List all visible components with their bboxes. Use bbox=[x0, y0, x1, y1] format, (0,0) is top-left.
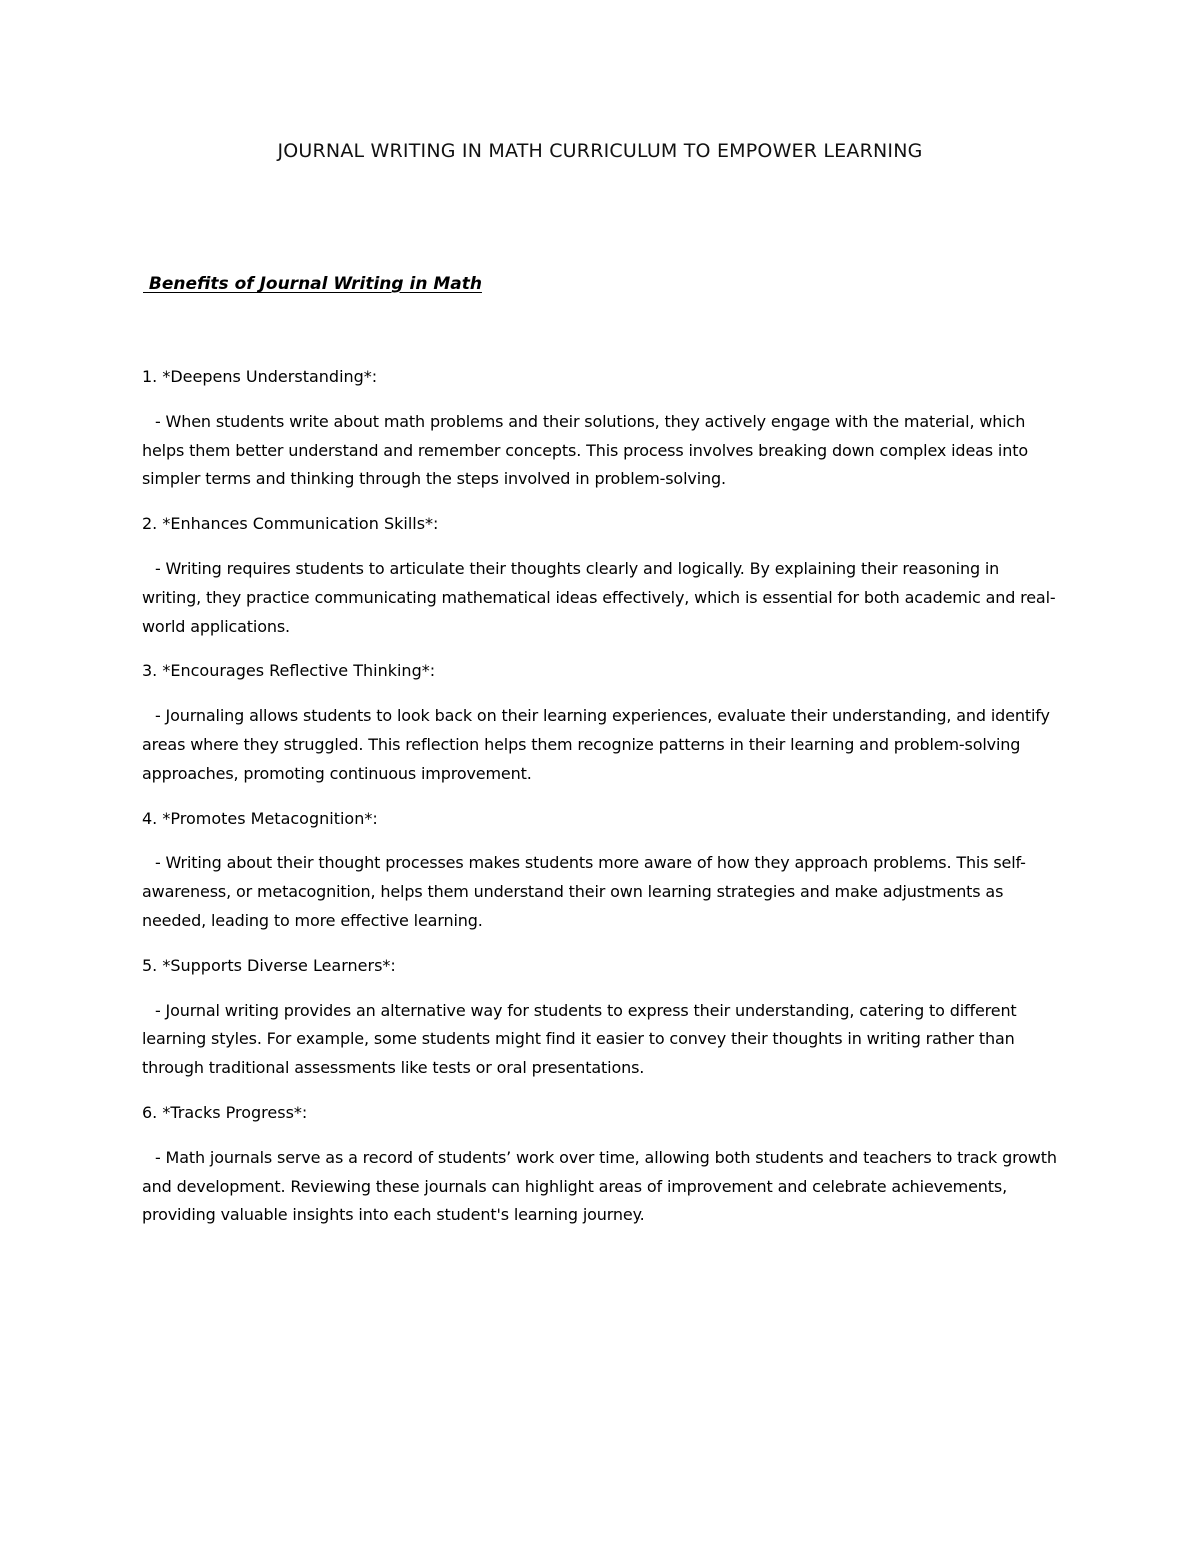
benefit-item-5 bbox=[142, 952, 1062, 1083]
benefit-description: - Writing about their thought processes makes students more aware of how they approach problems. This self-awareness, or metacognition, helps them understand their own learning strategies and make adjustments as needed, leading to more effective learning. bbox=[142, 853, 1026, 930]
benefit-heading: 1. *Deepens Understanding*: bbox=[142, 367, 378, 386]
benefit-item-2 bbox=[142, 510, 1062, 641]
section-heading: Benefits of Journal Writing in Math bbox=[143, 274, 482, 294]
benefit-heading: 2. *Enhances Communication Skills*: bbox=[142, 514, 439, 534]
benefit-description: - Math journals serve as a record of students’ work over time, allowing both students and teachers to track growth and development. Reviewing these journals can highlight areas of improvement and celebrate achievements, providing valuable insights into each student's learning journey. bbox=[142, 1147, 1057, 1225]
benefit-item-1 bbox=[142, 363, 1062, 494]
benefit-description: - Writing requires students to articulate their thoughts clearly and logically. By explaining their reasoning in writing, they practice communicating mathematical ideas effectively, which is essential for both academic and real-world applications. bbox=[142, 558, 1056, 636]
document-title: JOURNAL WRITING IN MATH CURRICULUM TO EMPOWER LEARNING bbox=[277, 140, 923, 162]
benefit-item-4 bbox=[142, 805, 1062, 936]
benefit-description: - Journaling allows students to look back on their learning experiences, evaluate their understanding, and identify areas where they struggled. This reflection helps them recognize patterns in their learning and problem-solving approaches, promoting continuous improvement. bbox=[142, 706, 1050, 783]
benefit-description: - When students write about math problems and their solutions, they actively engage with the material, which helps them better understand and remember concepts. This process involves breaking down complex ideas into simpler terms and thinking through the steps involved in problem-solving. bbox=[142, 411, 1028, 489]
benefit-item-3 bbox=[142, 657, 1062, 788]
benefits-list bbox=[142, 363, 1062, 1246]
benefit-heading: 5. *Supports Diverse Learners*: bbox=[142, 955, 396, 975]
benefit-heading: 3. *Encourages Reflective Thinking*: bbox=[142, 661, 436, 681]
benefit-heading: 4. *Promotes Metacognition*: bbox=[142, 808, 378, 828]
benefit-item-6 bbox=[142, 1099, 1062, 1230]
benefit-heading: 6. *Tracks Progress*: bbox=[142, 1102, 308, 1122]
benefit-description: - Journal writing provides an alternative way for students to express their understanding, catering to different learning styles. For example, some students might find it easier to convey their thoughts in writing rather than through traditional assessments like tests or oral presentations. bbox=[142, 1000, 1017, 1078]
